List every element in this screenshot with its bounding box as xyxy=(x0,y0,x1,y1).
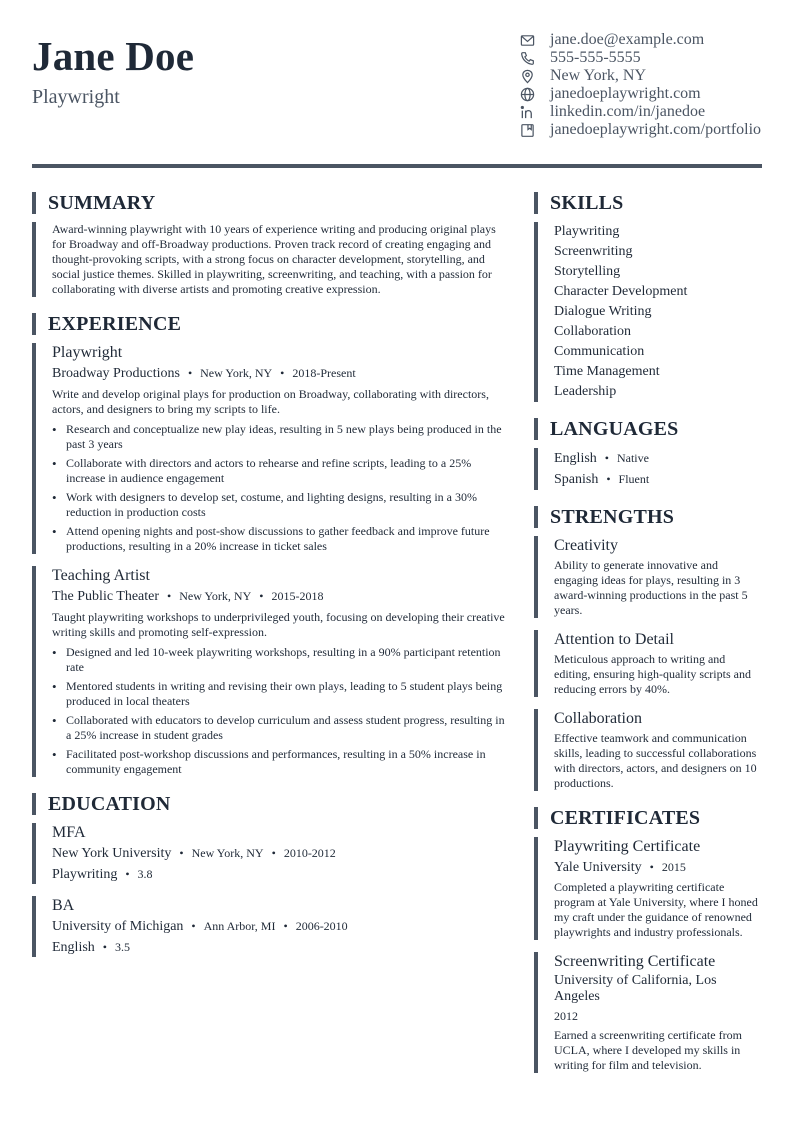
separator-dot: • xyxy=(259,589,264,603)
skill-item: Time Management xyxy=(554,364,660,379)
resume-header xyxy=(32,30,762,150)
certificate-year-row xyxy=(554,1007,762,1025)
summary-heading: SUMMARY xyxy=(32,192,506,214)
education-heading: EDUCATION xyxy=(32,793,506,815)
certificates-heading: CERTIFICATES xyxy=(534,807,762,829)
experience-company: Broadway Productions xyxy=(52,366,180,381)
separator-dot: • xyxy=(167,589,172,603)
sidebar-column xyxy=(534,192,762,1073)
separator-dot: • xyxy=(271,846,276,860)
contact-portfolio-text[interactable]: janedoeplaywright.com/portfolio xyxy=(550,121,762,138)
education-field: Playwriting xyxy=(52,867,118,882)
skill-item: Collaboration xyxy=(554,324,631,339)
globe-icon xyxy=(518,85,536,103)
separator-dot: • xyxy=(604,451,609,465)
list-item: • Research and conceptualize new play ideas, resulting in 5 new plays being produced in the past 3 years xyxy=(52,422,506,452)
experience-dates: 2015-2018 xyxy=(271,589,324,603)
summary-text: Award-winning playwright with 10 years of experience writing and producing original plays for Broadway and off-Broadway productions. Proven track record of creating engaging and thought-provoking scripts, with a strong focus on character development, storytelling, and social justice themes. Skilled in playwriting, screenwriting, and teaching, with a passion for collaborating with diverse artists and promoting creative expression. xyxy=(52,222,496,296)
skill-item: Screenwriting xyxy=(554,244,633,259)
certificate-description: Earned a screenwriting certificate from UCLA, where I developed my skills in writing for film and television. xyxy=(554,1028,742,1072)
experience-meta xyxy=(52,364,506,383)
contact-location xyxy=(518,67,768,85)
separator-dot: • xyxy=(280,366,285,380)
language-name: Spanish xyxy=(554,472,599,487)
experience-bullets xyxy=(52,422,506,554)
certificate-meta xyxy=(554,858,762,877)
strength-entry xyxy=(534,536,762,618)
language-level: Native xyxy=(616,451,649,465)
skills-heading: SKILLS xyxy=(534,192,762,214)
experience-description: Taught playwriting workshops to underprivileged youth, focusing on developing their creative writing skills and promoting self-expression. xyxy=(52,610,505,639)
certificate-year: 2015 xyxy=(661,860,686,874)
strength-description: Ability to generate innovative and engaging ideas for plays, resulting in 3 award-winning productions in the past 5 years. xyxy=(554,558,748,617)
strength-entry xyxy=(534,709,762,791)
language-level: Fluent xyxy=(618,472,650,486)
separator-dot: • xyxy=(283,919,288,933)
contact-linkedin[interactable] xyxy=(518,103,768,121)
education-gpa: 3.5 xyxy=(114,940,130,954)
skill-item: Leadership xyxy=(554,384,617,399)
certificate-title: Screenwriting Certificate xyxy=(554,953,716,970)
list-item: • Facilitated post-workshop discussions and performances, resulting in a 50% increase in community engagement xyxy=(52,747,506,777)
strength-entry xyxy=(534,630,762,697)
skill-item: Communication xyxy=(554,344,645,359)
strength-title: Collaboration xyxy=(554,710,642,727)
experience-location: New York, NY xyxy=(179,589,252,603)
languages-heading: LANGUAGES xyxy=(534,418,762,440)
education-gpa: 3.8 xyxy=(137,867,153,881)
location-pin-icon xyxy=(518,67,536,85)
header-divider xyxy=(32,164,762,168)
education-field-row xyxy=(52,938,506,957)
full-name: Jane Doe xyxy=(32,33,195,79)
strength-title: Creativity xyxy=(554,537,618,554)
contact-email-text[interactable]: jane.doe@example.com xyxy=(550,31,705,48)
education-field-row xyxy=(52,865,506,884)
separator-dot: • xyxy=(102,940,107,954)
experience-description: Write and develop original plays for production on Broadway, collaborating with directors, actors, and designers to bring my scripts to life. xyxy=(52,387,489,416)
education-dates: 2006-2010 xyxy=(295,919,348,933)
language-item xyxy=(554,469,762,490)
strength-description: Effective teamwork and communication skills, leading to successful collaborations with directors, actors, and designers on 10 productions. xyxy=(554,731,757,790)
skill-item: Character Development xyxy=(554,284,688,299)
list-item: • Mentored students in writing and revising their own plays, leading to 5 student plays being produced in local theaters xyxy=(52,679,506,709)
education-dates: 2010-2012 xyxy=(283,846,336,860)
mail-icon xyxy=(518,31,536,49)
separator-dot: • xyxy=(187,366,193,380)
strengths-heading: STRENGTHS xyxy=(534,506,762,528)
contact-website-text[interactable]: janedoeplaywright.com xyxy=(550,85,701,102)
experience-dates: 2018-Present xyxy=(292,366,356,380)
summary-section xyxy=(32,222,506,297)
certificate-issuer: University of California, Los Angeles xyxy=(554,973,717,1004)
linkedin-icon xyxy=(518,103,536,121)
main-column xyxy=(32,192,506,957)
experience-role: Playwright xyxy=(52,344,123,361)
experience-meta xyxy=(52,587,506,606)
contact-linkedin-text[interactable]: linkedin.com/in/janedoe xyxy=(550,103,706,120)
contact-email[interactable] xyxy=(518,31,768,49)
certificate-title: Playwriting Certificate xyxy=(554,838,701,855)
list-item: • Collaborated with educators to develop curriculum and assess student progress, resulting in a 25% increase in student grades xyxy=(52,713,506,743)
separator-dot: • xyxy=(179,846,184,860)
job-title: Playwright xyxy=(32,86,120,108)
list-item: • Collaborate with directors and actors to rehearse and refine scripts, leading to a 25% increase in audience engagement xyxy=(52,456,506,486)
experience-entry xyxy=(32,566,506,777)
strength-description: Meticulous approach to writing and editing, ensuring high-quality scripts and reducing errors by 40%. xyxy=(554,652,751,696)
certificate-entry xyxy=(534,837,762,940)
list-item: • Attend opening nights and post-show discussions to gather feedback and improve future productions, resulting in a 20% increase in ticket sales xyxy=(52,524,506,554)
education-school: University of Michigan xyxy=(52,919,184,934)
contact-list xyxy=(518,31,768,139)
certificate-entry xyxy=(534,952,762,1073)
skill-item: Dialogue Writing xyxy=(554,304,652,319)
education-entry xyxy=(32,896,506,957)
certificate-description: Completed a playwriting certificate program at Yale University, where I honed my craft under the guidance of renowned playwrights and industry professionals. xyxy=(554,880,758,939)
contact-portfolio[interactable] xyxy=(518,121,768,139)
list-item: • Designed and led 10-week playwriting workshops, resulting in a 90% participant retention rate xyxy=(52,645,506,675)
contact-phone[interactable] xyxy=(518,49,768,67)
education-meta xyxy=(52,844,506,863)
experience-location: New York, NY xyxy=(200,366,273,380)
contact-website[interactable] xyxy=(518,85,768,103)
experience-entry xyxy=(32,343,506,554)
contact-location-text: New York, NY xyxy=(550,67,647,84)
language-item xyxy=(554,448,762,469)
education-location: Ann Arbor, MI xyxy=(203,919,276,933)
education-meta xyxy=(52,917,506,936)
education-degree: MFA xyxy=(52,824,86,841)
phone-icon xyxy=(518,49,536,67)
languages-section xyxy=(534,448,762,490)
skills-section xyxy=(534,222,762,402)
contact-phone-text[interactable]: 555-555-5555 xyxy=(550,49,641,66)
education-field: English xyxy=(52,940,95,955)
experience-bullets xyxy=(52,645,506,777)
list-item: • Work with designers to develop set, costume, and lighting designs, resulting in a 30% reduction in production costs xyxy=(52,490,506,520)
skill-item: Playwriting xyxy=(554,224,620,239)
certificate-issuer: Yale University xyxy=(554,860,642,875)
language-name: English xyxy=(554,451,597,466)
separator-dot: • xyxy=(125,867,130,881)
education-school: New York University xyxy=(52,846,172,861)
strength-title: Attention to Detail xyxy=(554,631,674,648)
education-location: New York, NY xyxy=(191,846,264,860)
experience-heading: EXPERIENCE xyxy=(32,313,506,335)
separator-dot: • xyxy=(191,919,196,933)
education-entry xyxy=(32,823,506,884)
certificate-year: 2012 xyxy=(554,1009,578,1023)
education-degree: BA xyxy=(52,897,75,914)
experience-role: Teaching Artist xyxy=(52,567,150,584)
skill-item: Storytelling xyxy=(554,264,621,279)
separator-dot: • xyxy=(606,472,611,486)
portfolio-icon xyxy=(518,121,536,139)
experience-company: The Public Theater xyxy=(52,589,160,604)
separator-dot: • xyxy=(649,860,654,874)
